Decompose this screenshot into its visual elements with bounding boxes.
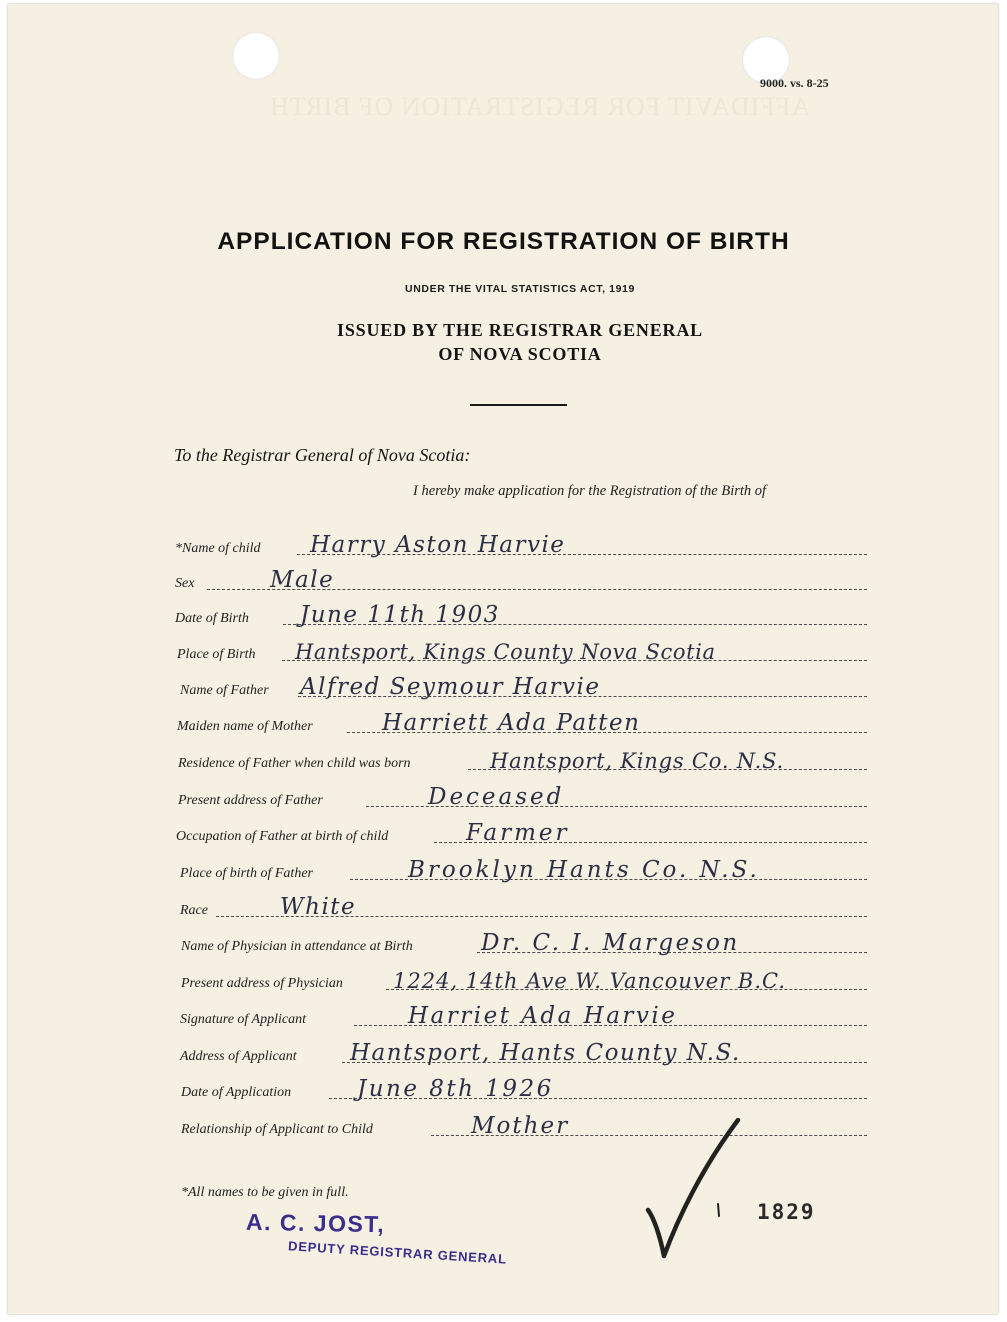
field-value-handwritten: Harriett Ada Patten [382,710,641,736]
field-label: Present address of Physician [181,976,343,991]
document-title: APPLICATION FOR REGISTRATION OF BIRTH [217,228,790,255]
field-sex [175,562,875,592]
field-value-handwritten: Deceased [428,784,565,810]
field-label: Present address of Father [178,793,323,808]
field-value-handwritten: White [280,894,357,920]
field-value-handwritten: Dr. C. I. Margeson [481,930,740,956]
field-value-handwritten: Male [270,567,335,593]
field-value-handwritten: June 11th 1903 [300,602,500,628]
field-value-handwritten: Alfred Seymour Harvie [300,674,601,700]
field-value-handwritten: June 8th 1926 [357,1076,554,1102]
issuer-line-2: OF NOVA SCOTIA [438,344,602,364]
field-value-handwritten: Hantsport, Kings Co. N.S. [490,749,785,773]
form-number: 9000. vs. 8-25 [760,76,829,90]
field-address-of-applicant [180,1035,875,1065]
field-label: Occupation of Father at birth of child [176,829,389,844]
intro-text: I hereby make application for the Registration of the Birth of [413,483,767,499]
checkmark-icon [640,1118,750,1268]
bleed-through-text: AFFIDAVIT FOR REGISTRATION OF BIRTH [269,92,810,121]
field-label: Maiden name of Mother [177,719,313,734]
field-label: Address of Applicant [180,1049,297,1064]
field-value-handwritten: Harriet Ada Harvie [408,1003,678,1029]
field-residence-of-father [178,742,875,772]
field-place-of-birth [177,633,875,663]
field-present-address-of-father [178,779,875,809]
field-physician-address [181,962,875,992]
field-date-of-application [181,1071,875,1101]
document-subtitle: UNDER THE VITAL STATISTICS ACT, 1919 [405,283,635,295]
field-value-handwritten: Harry Aston Harvie [310,532,566,558]
field-label: Name of Father [180,683,269,698]
field-label: Race [180,903,208,918]
field-label: Relationship of Applicant to Child [181,1122,373,1137]
title-divider [470,404,567,406]
field-label: Name of Physician in attendance at Birth [181,939,413,954]
field-value-handwritten: Hantsport, Kings County Nova Scotia [295,640,716,664]
field-maiden-name-of-mother [177,705,875,735]
issuer-line-1: ISSUED BY THE REGISTRAR GENERAL [337,320,703,340]
field-value-handwritten: 1224, 14th Ave W. Vancouver B.C. [393,969,787,993]
field-race [180,889,875,919]
field-place-of-birth-of-father [180,852,875,882]
salutation: To the Registrar General of Nova Scotia: [174,445,471,465]
field-label: Date of Application [181,1085,292,1100]
field-value-handwritten: Brooklyn Hants Co. N.S. [408,857,760,883]
field-physician-name [181,925,875,955]
registration-number: 1829 [757,1200,816,1224]
field-name-of-father [180,669,875,699]
field-value-handwritten: Mother [471,1113,570,1139]
field-label: Date of Birth [175,611,249,626]
field-name-of-child [175,527,875,557]
stamp-official-name: A. C. JOST, [245,1208,386,1238]
field-occupation-of-father [176,815,875,845]
field-label: Residence of Father when child was born [178,756,411,771]
field-value-handwritten: Farmer [466,820,570,846]
field-label: Signature of Applicant [180,1012,306,1027]
field-label: Sex [175,576,195,591]
field-relationship [181,1108,875,1138]
field-label: *Name of child [175,541,261,556]
field-label: Place of birth of Father [180,866,313,881]
field-label: Place of Birth [177,647,256,662]
field-value-handwritten: Hantsport, Hants County N.S. [350,1040,741,1066]
punch-hole-left [232,32,280,80]
field-date-of-birth [175,597,875,627]
field-signature-of-applicant [180,998,875,1028]
stamp-official-title: DEPUTY REGISTRAR GENERAL [287,1238,508,1267]
footnote: *All names to be given in full. [181,1185,349,1200]
